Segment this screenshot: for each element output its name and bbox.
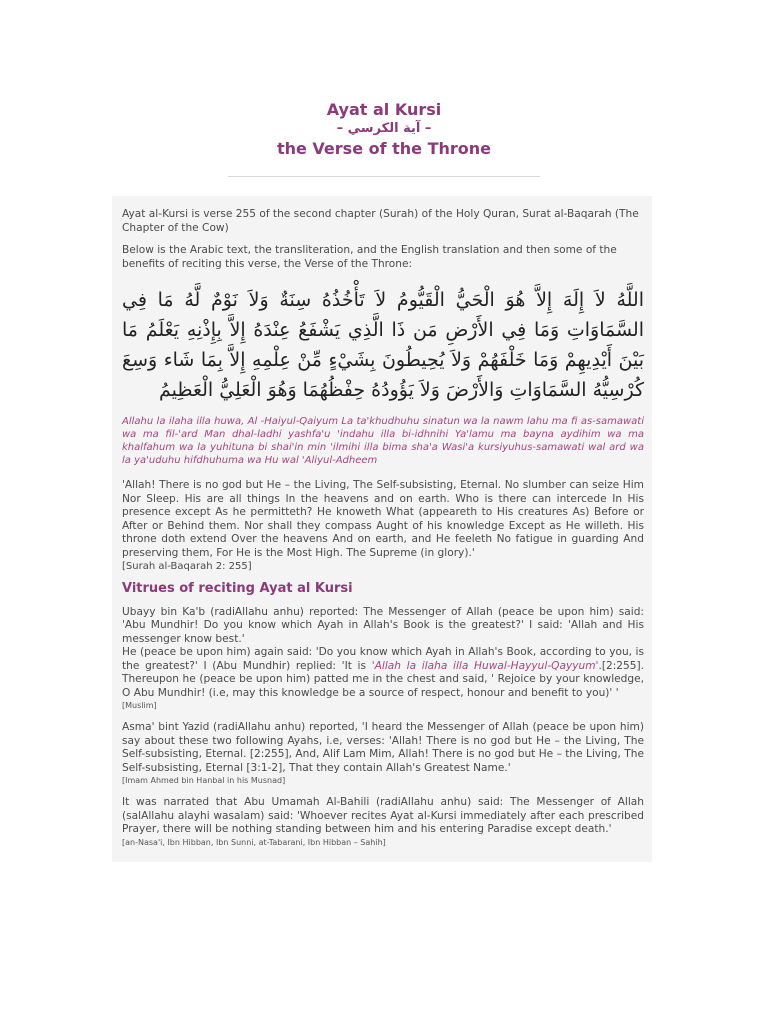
hadith-block-2 bbox=[122, 721, 644, 786]
verse-reference: [Surah al-Baqarah 2: 255] bbox=[122, 561, 252, 572]
intro-paragraph: Ayat al-Kursi is verse 255 of the second chapter (Surah) of the Holy Quran, Surat al-Baqarah (The Chapter of the Cow) bbox=[122, 208, 639, 234]
hadith-1-highlight: 'Allah la ilaha illa Huwal-Hayyul-Qayyum' bbox=[371, 659, 599, 672]
english-translation: 'Allah! There is no god but He – the Living, The Self-subsisting, Eternal. No slumber can seize Him Nor Sleep. His are all things In the heavens and on earth. Who is there can intercede In His presence except As he permitteth? He knoweth What (appeareth to His creatures As) Before or After or Behind them. Nor shall they compass Aught of his knowledge Except as He willeth. His throne doth extend Over the heavens And on earth, and He feeleth No fatigue in guarding And preserving them, For He is the Most High. The Supreme (in glory).' bbox=[122, 479, 644, 559]
header bbox=[0, 100, 768, 160]
hadith-3-text: It was narrated that Abu Umamah Al-Bahili (radiAllahu anhu) said: The Messenger of Allah (salAllahu alayhi wasalam) said: 'Whoever recites Ayat al-Kursi immediately after each prescribed Prayer, there will be nothing standing between him and his entering Paradise except death.' bbox=[122, 796, 644, 835]
page-subtitle: the Verse of the Throne bbox=[276, 139, 492, 158]
hadith-1-text-a: He (peace be upon him) again said: 'Do you know which Ayah in Allah's Book, according to you, is the greatest?' I (Abu Mundhir) replied: 'It is bbox=[122, 646, 644, 672]
hadith-1-source: [Muslim] bbox=[122, 701, 157, 710]
content-panel bbox=[112, 196, 652, 862]
virtues-heading: Vitrues of reciting Ayat al Kursi bbox=[122, 580, 353, 596]
hadith-1-paragraph-2 bbox=[122, 646, 644, 700]
hadith-block-3 bbox=[122, 796, 644, 848]
hadith-2-source: [Imam Ahmed bin Hanbal in his Musnad] bbox=[122, 776, 286, 785]
hadith-2-text: Asma' bint Yazid (radiAllahu anhu) reported, 'I heard the Messenger of Allah (peace be upon him) say about these two following Ayahs, i.e, verses: 'Allah! There is no god but He – the Living, The Self-subsisting, Eternal. [2:255], And, Alif Lam Mim, Allah! There is no god but He – the Living, The Self-subsisting, Eternal [3:1-2], That they contain Allah's Greatest Name.' bbox=[122, 721, 644, 774]
page-title: Ayat al Kursi bbox=[326, 100, 442, 119]
hadith-1-paragraph-1: Ubayy bin Ka'b (radiAllahu anhu) reported: The Messenger of Allah (peace be upon him) said: 'Abu Mundhir! Do you know which Ayah in Allah's Book is the greatest?' I said: 'Allah and His messenger know best.' bbox=[122, 605, 644, 645]
transliteration: Allahu la ilaha illa huwa, Al -Haiyul-Qaiyum La ta'khudhuhu sinatun wa la nawm lahu ma fi as-samawati wa ma fil-'ard Man dhal-ladhi yashfa'u 'indahu illa bi-idhnihi Ya'lamu ma bayna aydihim wa ma khalfahum wa la yuhituna bi shai'in min 'ilmihi illa bima sha'a Wasi'a kursiyuhus-samawati wal ard wa la ya'uduhu hifdhuhuma wa Hu wal 'Aliyul-Adheem bbox=[122, 416, 644, 466]
hadith-1-text-b: .[2:255]. Thereupon he (peace be upon him) patted me in the chest and said, ' Rejoice by your knowledge, O Abu Mundhir! (i.e, may this knowledge be a source of respect, honour and benefit to you)' ' bbox=[122, 659, 644, 699]
arabic-verse: اللَّهُ لاَ إِلَهَ إِلاَّ هُوَ الْحَيُّ الْقَيُّومُ لاَ تَأْخُذُهُ سِنَةٌ وَلاَ نَوْمٌ لَّهُ مَا فِي السَّمَاوَاتِ وَمَا فِي الأَرْضِ مَن ذَا الَّذِي يَشْفَعُ عِنْدَهُ إِلاَّ بِإِذْنِهِ يَعْلَمُ مَا بَيْنَ أَيْدِيهِمْ وَمَا خَلْفَهُمْ وَلاَ يُحِيطُونَ بِشَيْءٍ مِّنْ عِلْمِهِ إِلاَّ بِمَا شَاء وَسِعَ كُرْسِيُّهُ السَّمَاوَاتِ وَالأَرْضَ وَلاَ يَؤُودُهُ حِفْظُهُمَا وَهُوَ الْعَلِيُّ الْعَظِيمُ bbox=[122, 289, 644, 401]
arabic-title: – آية الكرسي – bbox=[336, 121, 432, 136]
hadith-block-1 bbox=[122, 606, 644, 712]
divider bbox=[228, 176, 540, 177]
intro-paragraph-2: Below is the Arabic text, the transliteration, and the English translation and then some of the benefits of reciting this verse, the Verse of the Throne: bbox=[122, 244, 617, 270]
hadith-3-source: [an-Nasa'i, Ibn Hibban, Ibn Sunni, at-Tabarani, Ibn Hibban – Sahih] bbox=[122, 837, 386, 847]
